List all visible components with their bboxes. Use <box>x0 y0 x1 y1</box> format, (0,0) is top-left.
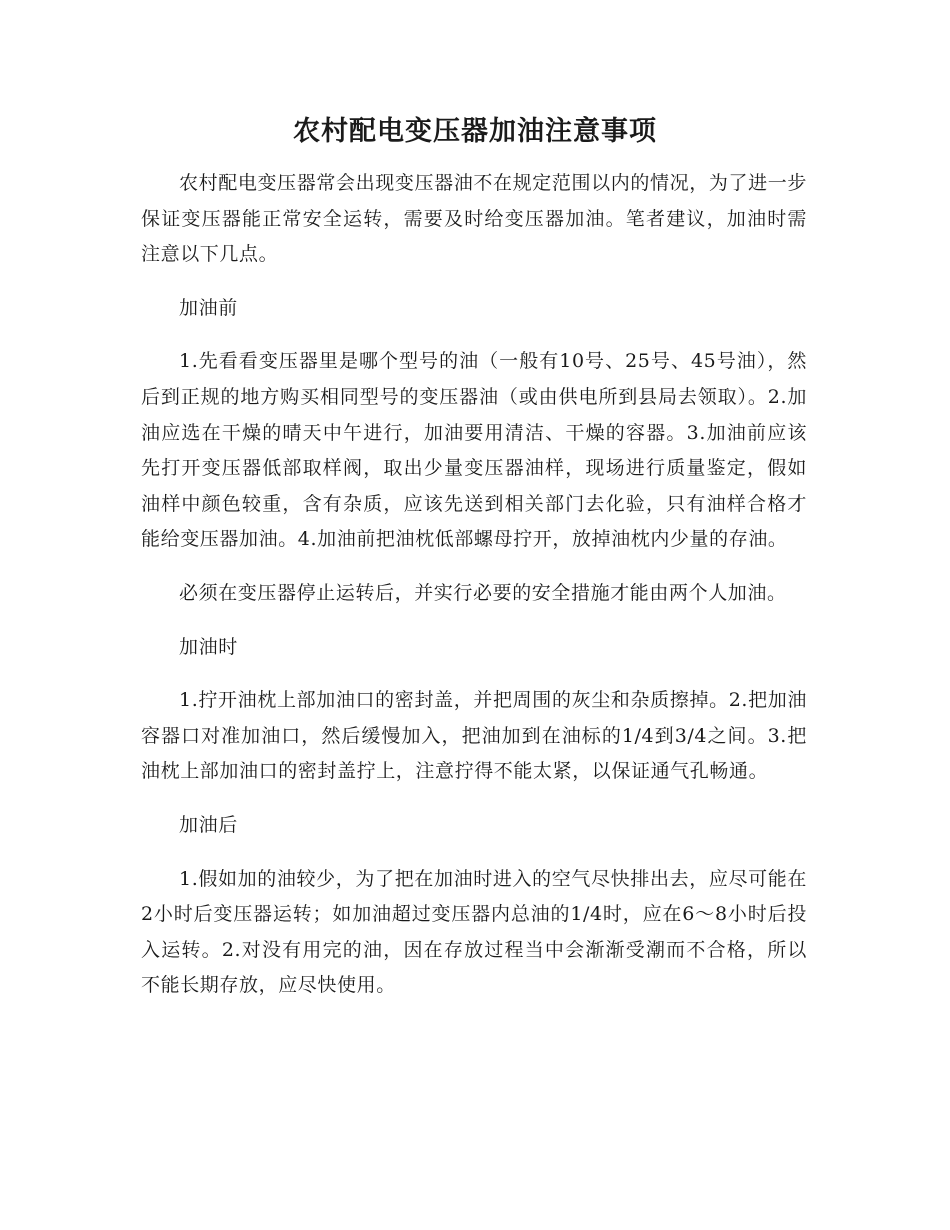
before-steps-paragraph: 1.先看看变压器里是哪个型号的油（一般有10号、25号、45号油），然后到正规的地方购买相同型号的变压器油（或由供电所到县局去领取）。2.加油应选在干燥的晴天中午进行，加油要用清洁、干燥的容器。3.加油前应该先打开变压器低部取样阀，取出少量变压器油样，现场进行质量鉴定，假如油样中颜色较重，含有杂质，应该先送到相关部门去化验，只有油样合格才能给变压器加油。4.加油前把油枕低部螺母拧开，放掉油枕内少量的存油。 <box>141 350 807 551</box>
after-steps-paragraph: 1.假如加的油较少，为了把在加油时进入的空气尽快排出去，应尽可能在2小时后变压器运转；如加油超过变压器内总油的1/4时，应在6～8小时后投入运转。2.对没有用完的油，因在存放过程当中会渐渐受潮而不合格，所以不能长期存放，应尽快使用。 <box>141 867 807 997</box>
paragraph-gap <box>141 326 807 344</box>
document-title: 农村配电变压器加油注意事项 <box>293 116 657 147</box>
section-heading-during: 加油时 <box>179 635 238 658</box>
intro-paragraph: 农村配电变压器常会出现变压器油不在规定范围以内的情况，为了进一步保证变压器能正常安全运转，需要及时给变压器加油。笔者建议，加油时需注意以下几点。 <box>141 172 807 266</box>
during-steps-paragraph: 1.拧开油枕上部加油口的密封盖，并把周围的灰尘和杂质擦掉。2.把加油容器口对准加油口，然后缓慢加入，把油加到在油标的1/4到3/4之间。3.把油枕上部加油口的密封盖拧上，注意拧得不能太紧，以保证通气孔畅通。 <box>141 689 807 783</box>
section-heading-after: 加油后 <box>179 813 238 836</box>
paragraph-gap <box>141 273 807 291</box>
section-heading-before: 加油前 <box>179 296 238 319</box>
paragraph-gap <box>141 665 807 683</box>
paragraph-gap <box>141 844 807 862</box>
paragraph-gap <box>141 612 807 630</box>
safety-paragraph: 必须在变压器停止运转后，并实行必要的安全措施才能由两个人加油。 <box>179 581 787 604</box>
document-body <box>141 166 807 1004</box>
paragraph-gap <box>141 558 807 576</box>
paragraph-gap <box>141 790 807 808</box>
